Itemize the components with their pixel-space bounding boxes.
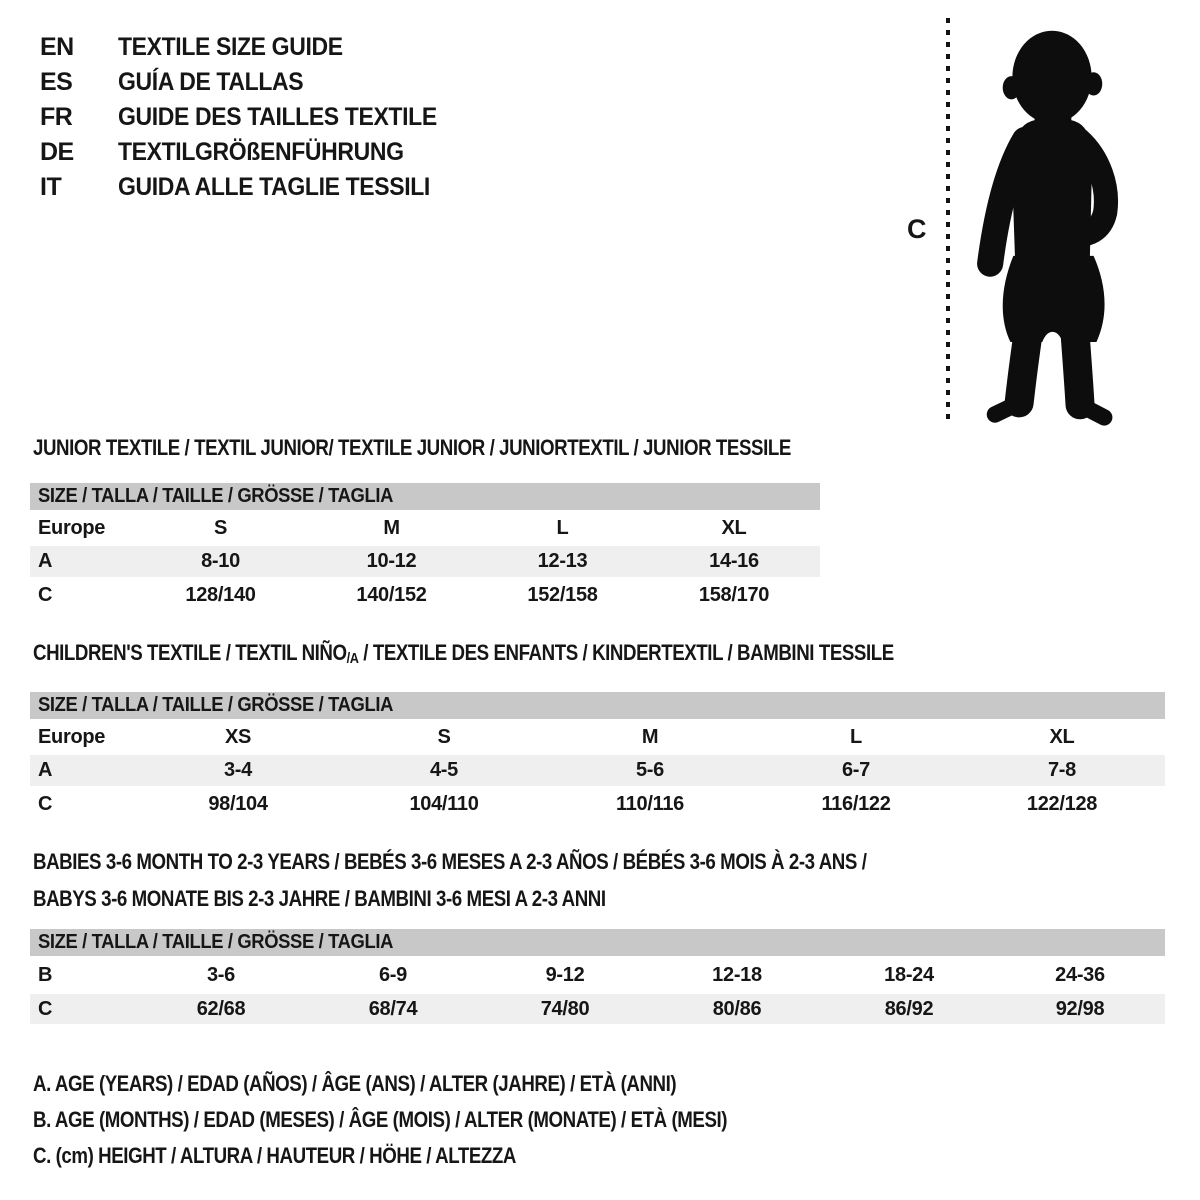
size-cell: 110/116 [616,792,684,815]
height-measure-figure [895,14,1195,438]
language-title: TEXTILE SIZE GUIDE [118,33,343,61]
size-cell: 14-16 [648,546,820,577]
children-size-header-bar [30,692,1165,719]
table-row-europe [30,719,1165,755]
language-row [40,135,465,170]
size-cell: 68/74 [307,994,479,1024]
language-code: DE [40,138,74,166]
children-size-header-text: SIZE / TALLA / TAILLE / GRÖSSE / TAGLIA [38,694,394,716]
size-cell: 24-36 [1055,963,1105,986]
size-cell: 9-12 [545,963,585,986]
language-title: GUIDE DES TAILLES TEXTILE [118,103,437,131]
size-cell: 104/110 [409,792,479,815]
junior-size-header-text: SIZE / TALLA / TAILLE / GRÖSSE / TAGLIA [38,485,394,507]
row-label: Europe [38,725,106,748]
babies-title-line1: BABIES 3-6 MONTH TO 2-3 YEARS / BEBÉS 3-6 MESES A 2-3 AÑOS / BÉBÉS 3-6 MOIS À 2-3 ANS / [33,849,867,874]
size-cell: 3-6 [206,963,235,986]
size-cell: 5-6 [547,755,753,786]
junior-section-title [33,435,925,461]
size-cell: 122/128 [1026,792,1098,815]
table-row-age-months [30,956,1165,994]
size-cell: 116/122 [821,792,891,815]
size-cell: 98/104 [208,792,268,815]
row-label: C [38,583,53,606]
language-row [40,65,465,100]
babies-section-title [33,843,1014,917]
language-code: EN [40,33,74,61]
row-label: A [30,755,135,786]
legend-text: A. AGE (YEARS) / EDAD (AÑOS) / ÂGE (ANS) / ALTER (JAHRE) / ETÀ (ANNI) [33,1071,677,1096]
legend [33,1066,850,1174]
babies-size-header-text: SIZE / TALLA / TAILLE / GRÖSSE / TAGLIA [38,931,394,953]
babies-title-line2: BABYS 3-6 MONATE BIS 2-3 JAHRE / BAMBINI 3-6 MESI A 2-3 ANNI [33,886,606,911]
legend-text: B. AGE (MONTHS) / EDAD (MESES) / ÂGE (MOIS) / ALTER (MONATE) / ETÀ (MESI) [33,1107,728,1132]
legend-text: C. (cm) HEIGHT / ALTURA / HAUTEUR / HÖHE / ALTEZZA [33,1143,516,1168]
language-row [40,100,465,135]
legend-line-age-years [33,1066,850,1102]
size-cell: M [383,516,400,539]
language-title: GUIDA ALLE TAGLIE TESSILI [118,173,430,201]
size-cell: 128/140 [185,583,256,606]
size-cell: 62/68 [135,994,307,1024]
row-label: Europe [38,516,106,539]
table-row-age-years [30,546,820,577]
size-cell: S [437,725,451,748]
row-label: A [30,546,135,577]
language-title: GUÍA DE TALLAS [118,68,304,96]
size-cell: 12-13 [477,546,648,577]
babies-size-header-bar [30,929,1165,956]
children-title-post: / TEXTILE DES ENFANTS / KINDERTEXTIL / BAMBINI TESSILE [358,640,894,665]
junior-size-table [30,510,820,613]
size-cell: 140/152 [356,583,427,606]
size-cell: 158/170 [698,583,770,606]
toddler-silhouette-icon [963,22,1141,428]
language-code: FR [40,103,73,131]
children-title-sub: /A [346,650,359,667]
size-cell: 18-24 [884,963,934,986]
size-cell: L [850,725,862,748]
children-section-title-text [33,640,894,667]
size-cell: 8-10 [135,546,306,577]
size-cell: 3-4 [135,755,341,786]
size-cell: 92/98 [995,994,1165,1024]
row-label: B [38,963,53,986]
language-row [40,170,465,205]
language-row [40,30,465,65]
row-label: C [30,994,135,1024]
table-row-age-years [30,755,1165,786]
size-cell: 6-9 [378,963,407,986]
height-measure-label: C [907,214,927,244]
table-row-height-cm [30,577,820,613]
size-cell: 4-5 [341,755,547,786]
height-measure-dashed-line [945,18,951,426]
junior-section-title-text: JUNIOR TEXTILE / TEXTIL JUNIOR/ TEXTILE JUNIOR / JUNIORTEXTIL / JUNIOR TESSILE [33,435,791,460]
table-row-height-cm [30,994,1165,1024]
row-label: C [38,792,53,815]
junior-size-header-bar [30,483,820,510]
children-section-title [33,640,1046,667]
legend-line-height-cm [33,1138,850,1174]
size-cell: 152/158 [527,583,598,606]
language-list [40,30,465,205]
size-cell: XS [224,725,252,748]
size-cell: XL [721,516,747,539]
language-code: IT [40,173,62,201]
size-cell: 7-8 [959,755,1165,786]
babies-size-table [30,956,1165,1024]
children-size-table [30,719,1165,822]
size-cell: M [641,725,659,748]
children-title-pre: CHILDREN'S TEXTILE / TEXTIL NIÑO [33,640,347,665]
language-code: ES [40,68,73,96]
language-title: TEXTILGRÖßENFÜHRUNG [118,138,404,166]
size-cell: 6-7 [753,755,959,786]
table-row-height-cm [30,786,1165,822]
size-cell: 74/80 [479,994,651,1024]
size-cell: L [556,516,569,539]
size-cell: 12-18 [712,963,762,986]
table-row-europe [30,510,820,546]
size-cell: 80/86 [651,994,823,1024]
size-cell: S [213,516,228,539]
size-cell: 10-12 [306,546,477,577]
legend-line-age-months [33,1102,850,1138]
size-cell: 86/92 [823,994,995,1024]
size-cell: XL [1049,725,1075,748]
